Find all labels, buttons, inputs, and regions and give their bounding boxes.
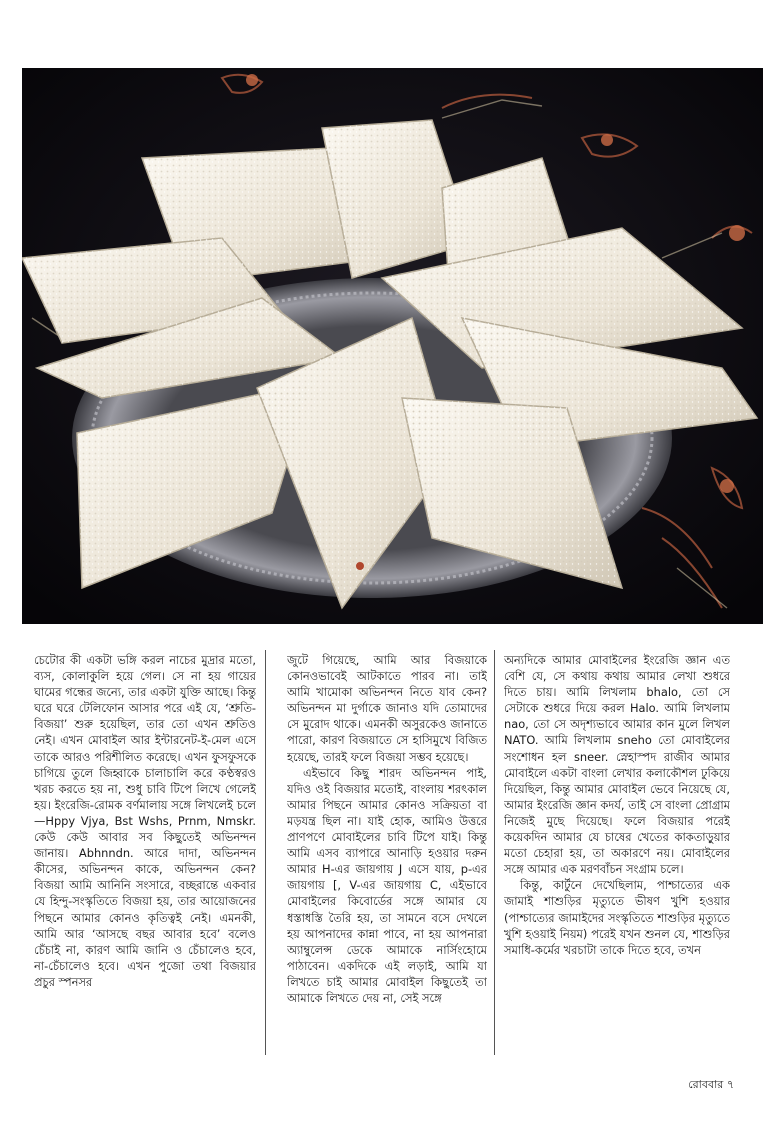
paragraph: কিন্তু, কার্টুনে দেখেছিলাম, পাশ্চাত্যের এক জামাই শাশুড়ির মৃত্যুতে ভীষণ খুশি হওয়ার (পাশ্চাত্যের জামাইদের সংস্কৃতিতে শাশুড়ির মৃত্যুতে খুশি হওয়াই নিয়ম) পরেই যখন শুনল যে, শাশুড়ির সমাধি-কর্মের খরচাটা তাকে দিতে হবে, তখন (504, 878, 730, 957)
paragraph: চেটোর কী একটা ভঙ্গি করল নাচের মুদ্রার মতো, ব্যস, কোলাকুলি হয়ে গেল। সে না হয় গায়ের ঘামের গন্ধের জন্যে, তার একটা যুক্তি আছে। কিন্তু ঘরে ঘরে টেলিফোন আসার পরে এই যে, ‘শ্রুতি-বিজয়া’ শুরু হয়েছিল, তার তো এখন শ্রুতিও নেই। এখন মোবাইল আর ইন্টারনেট-ই-মেল এসে তাকে আরও পরিশীলিত করেছে। এখন ফুসফুসকে চাগিয়ে তুলে জিহ্বাকে চালাচালি করে কণ্ঠস্বরও খরচ করতে হয় না, শুধু চাবি টিপে লিখে গেলেই হয়। ইংরেজি-রোমক বর্ণমালায় সঙ্গে লিখলেই চলে—Hppy Vjya, Bst Wshs, Prnm, Nmskr. কেউ কেউ আবার সব কিছুতেই অভিনন্দন জানায়। Abhnndn. আরে দাদা, অভিনন্দন কীসের, অভিনন্দন কাকে, অভিনন্দন কেন? বিজয়া আমি আনিনি সংসারে, বচ্ছরান্তে একবার যে হিন্দু-সংস্কৃতিতে বিজয়া হয়, তার আয়োজনের পিছনে আমার কোনও কৃতিত্বই নেই। এমনকী, আমি আর ‘আসছে বছর আবার হবে’ বলেও চেঁচাই না, কারণ আমি জানি ও চেঁচালেও হবে, না-চেঁচালেও হবে। এখন পুজো তথা বিজয়ার প্রচুর স্পনসর (34, 653, 256, 989)
column-rule (265, 650, 266, 1055)
paragraph: এইভাবে কিছু শারদ অভিনন্দন পাই, যদিও ওই বিজয়ার মতোই, বাংলায় শরৎকাল আমার পিছনে আমার কোনও সক্রিয়তা বা মড়যন্ত্র ছিল না। যাই হোক, আমিও উত্তরে প্রাণপণে মোবাইলের চাবি টিপে যাই। কিন্তু আমি এসব ব্যাপারে আনাড়ি হওয়ার দরুন আমার H-এর জায়গায় J এসে যায়, p-এর জায়গায় [, V-এর জায়গায় C, এইভাবে মোবাইলের কিবোর্ডের সঙ্গে আমার যে ধস্তাধস্তি তৈরি হয়, তা সামনে বসে দেখলে হয় আপনাদের কান্না পাবে, না হয় আপনারা অ্যাম্বুলেন্স ডেকে আমাকে নার্সিংহোমে পাঠাবেন। একদিকে এই লড়াই, আমি যা লিখতে চাই আমার মোবাইল কিছুতেই তা আমাকে লিখতে দেয় না, সেই সঙ্গে (287, 765, 487, 1005)
column-rule (494, 650, 495, 1055)
sweets-photo (22, 68, 763, 624)
paragraph: জুটে গিয়েছে, আমি আর বিজয়াকে কোনওভাবেই আটকাতে পারব না। তাই আমি খামোকা অভিনন্দন নিতে যাব কেন? অভিনন্দন মা দুর্গাকে জানাও যদি তোমাদের সে মুরোদ থাকে। এমনকী অসুরকেও জানাতে পারো, কারণ বিজয়াতে সে হাসিমুখে বিজিত হয়েছে, তারই ফলে বিজয়া সম্ভব হয়েছে। (287, 653, 487, 764)
text-column-3 (504, 652, 730, 1057)
text-column-1 (34, 652, 256, 1057)
text-column-2 (287, 652, 487, 1057)
page-folio: রোববার ৭ (688, 1078, 734, 1091)
paragraph: অন্যদিকে আমার মোবাইলের ইংরেজি জ্ঞান এত বেশি যে, সে কথায় কথায় আমার লেখা শুধরে দিতে চায়। আমি লিখলাম bhalo, তো সে সেটাকে শুধরে দিয়ে করল Halo. আমি লিখলাম nao, তো সে অদৃশ্যভাবে আমার কান মুলে লিখল NATO. আমি লিখলাম sneho তো মোবাইলের সংশোধন হল sneer. স্নেহাস্পদ রাজীব আমার মোবাইলে একটা বাংলা লেখার কলাকৌশল ঢুকিয়ে দিয়েছিল, কিন্তু আমার মোবাইল ভেবে নিয়েছে যে, আমার ইংরেজি জ্ঞান কদর্য, তাই সে বাংলা প্রোগ্রাম নিজেই মুছে দিয়েছে। ফলে বিজয়ার পরেই কয়েকদিন আমার যে চাষের খেতের কাকতাড়ুয়ার মতো চেহারা হয়, তা অকারণে নয়। মোবাইলের সঙ্গে আমার এক মরণবাঁচন সংগ্রাম চলে। (504, 653, 730, 877)
